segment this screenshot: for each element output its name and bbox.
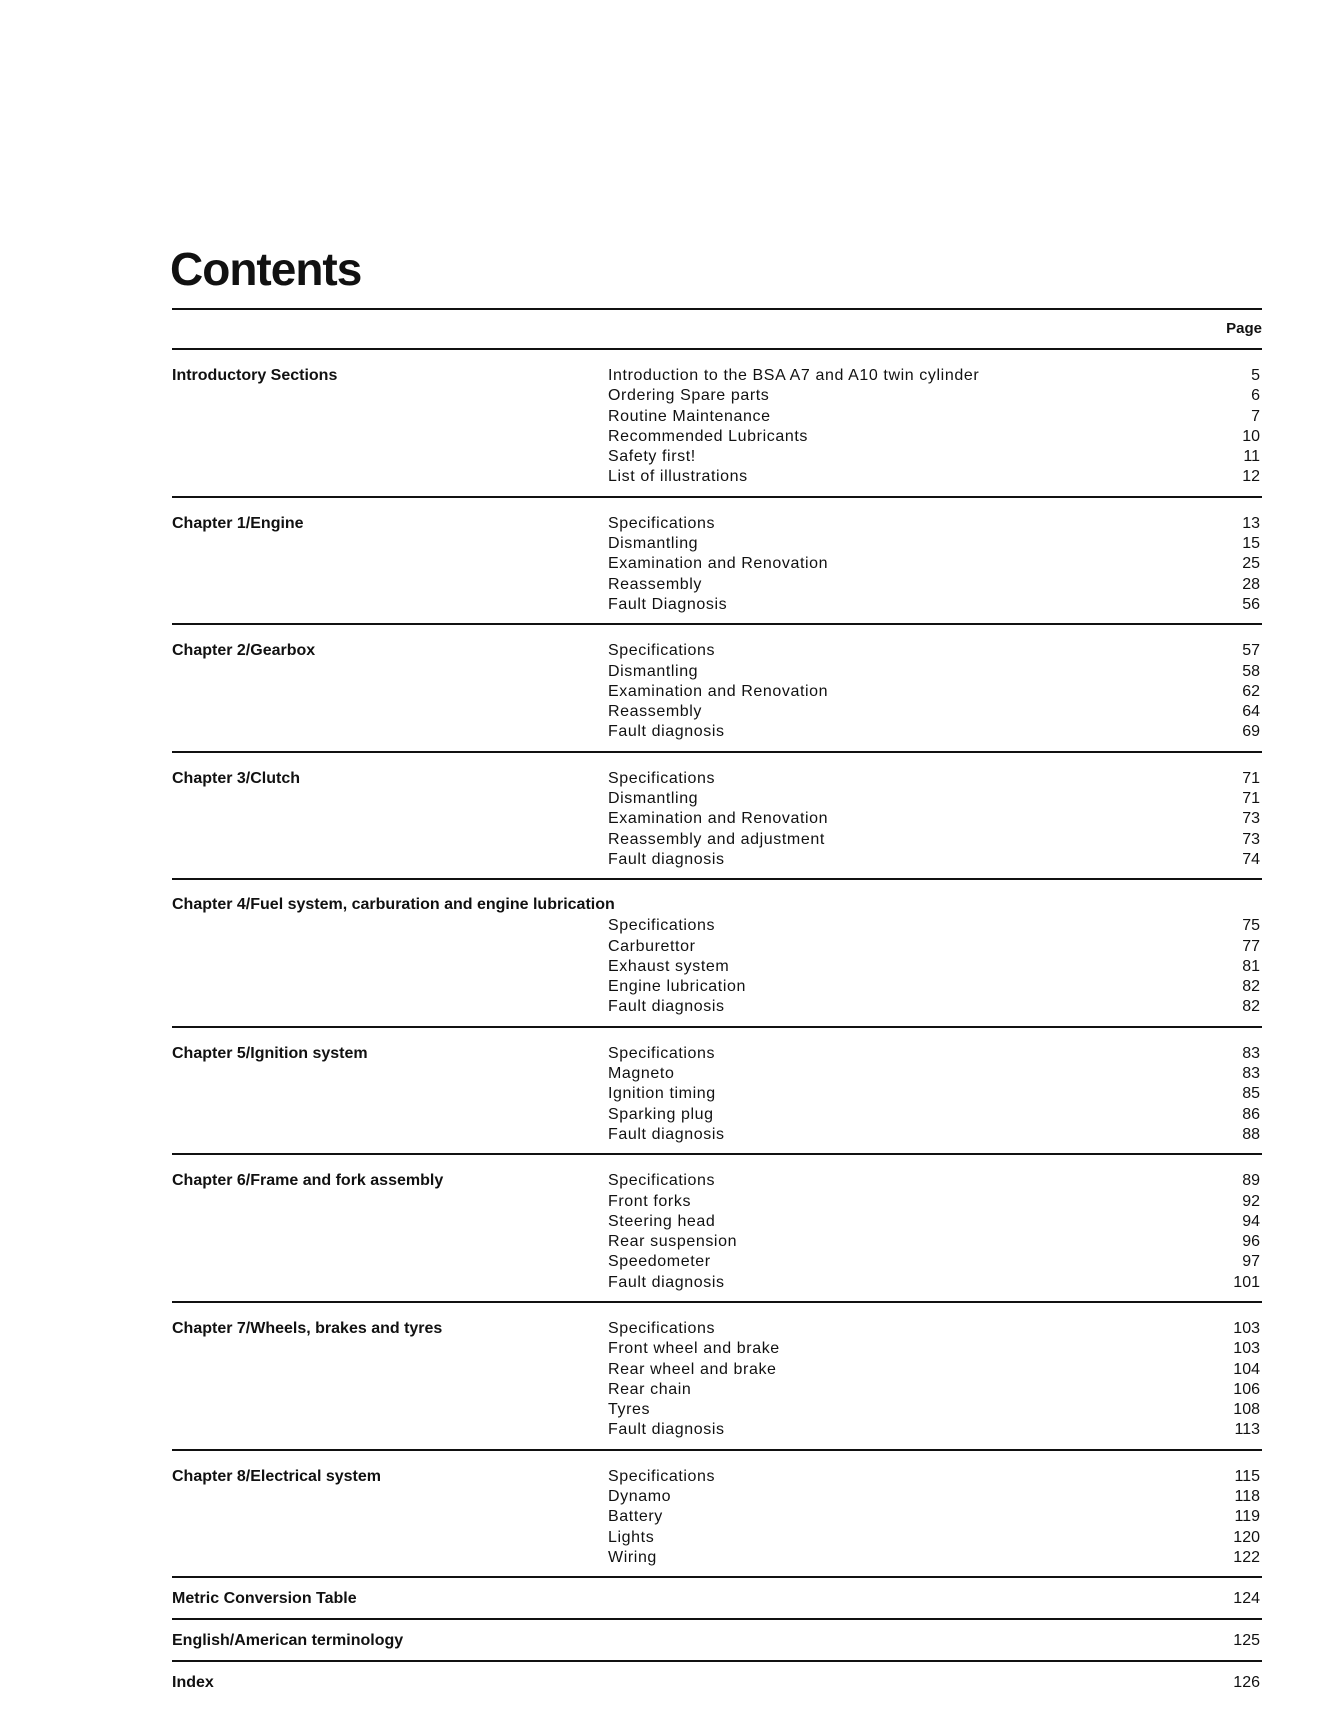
toc-entry: [172, 1319, 1262, 1339]
entry-page-number: 86: [1242, 1105, 1260, 1123]
toc-entry: [172, 407, 1262, 427]
entry-label: Examination and Renovation: [608, 810, 829, 828]
toc-section: [172, 498, 1262, 625]
entry-page-number: 13: [1242, 514, 1260, 532]
toc-entry: [172, 1125, 1262, 1145]
entry-label: Safety first!: [608, 448, 696, 466]
entry-list: [172, 1044, 1262, 1145]
toc-entry: [172, 1548, 1262, 1568]
entry-label: Specifications: [608, 642, 716, 660]
entry-label: Rear wheel and brake: [608, 1360, 777, 1378]
entry-page-number: 28: [1242, 575, 1260, 593]
toc-section: [172, 1028, 1262, 1155]
page-title: Contents: [170, 243, 362, 295]
entry-list: [172, 641, 1262, 742]
entry-list: [172, 514, 1262, 615]
toc-section: [172, 1303, 1262, 1451]
toc-entry: [172, 575, 1262, 595]
entry-label: Dismantling: [608, 790, 699, 808]
entry-page-number: 92: [1242, 1192, 1260, 1210]
entry-label: Routine Maintenance: [608, 407, 771, 425]
entry-page-number: 77: [1242, 937, 1260, 955]
toc-entry: [172, 554, 1262, 574]
entry-page-number: 6: [1251, 387, 1260, 405]
toc-entry: [172, 1467, 1262, 1487]
toc-entry: [172, 1044, 1262, 1064]
entry-label: Dynamo: [608, 1488, 672, 1506]
entry-page-number: 125: [1233, 1632, 1260, 1650]
entry-page-number: 5: [1251, 367, 1260, 384]
toc-entry: [172, 1380, 1262, 1400]
section-title: Chapter 6/Frame and fork assembly: [172, 1172, 444, 1190]
entry-label: Examination and Renovation: [608, 682, 829, 700]
entry-label: Steering head: [608, 1212, 716, 1230]
entry-list: [172, 1319, 1262, 1441]
section-title: Chapter 2/Gearbox: [172, 642, 316, 660]
table-of-contents: [172, 350, 1262, 1702]
entry-label: Reassembly: [608, 575, 703, 593]
entry-list: [172, 916, 1262, 1017]
toc-entry: [172, 386, 1262, 406]
entry-label: Dismantling: [608, 662, 699, 680]
entry-page-number: 106: [1233, 1380, 1260, 1398]
toc-entry: [172, 514, 1262, 534]
entry-page-number: 15: [1242, 535, 1260, 553]
entry-page-number: 89: [1242, 1172, 1260, 1190]
entry-label: Front wheel and brake: [608, 1340, 780, 1358]
toc-entry: [172, 977, 1262, 997]
page-column-header: Page: [1226, 320, 1262, 337]
entry-page-number: 96: [1242, 1233, 1260, 1251]
entry-page-number: 82: [1242, 978, 1260, 996]
entry-page-number: 119: [1234, 1508, 1260, 1526]
entry-label: Exhaust system: [608, 957, 730, 975]
entry-page-number: 108: [1233, 1401, 1260, 1419]
entry-page-number: 126: [1233, 1674, 1260, 1692]
entry-page-number: 56: [1242, 595, 1260, 613]
entry-label: Front forks: [608, 1192, 692, 1210]
toc-entry: [172, 1232, 1262, 1252]
entry-label: Specifications: [608, 1467, 716, 1485]
toc-entry: [172, 1212, 1262, 1232]
entry-page-number: 120: [1233, 1528, 1260, 1546]
entry-label: Specifications: [608, 1044, 716, 1062]
toc-entry: [172, 595, 1262, 615]
toc-entry: [172, 682, 1262, 702]
entry-page-number: 113: [1234, 1421, 1260, 1439]
section-title: Metric Conversion Table: [172, 1590, 357, 1608]
entry-label: Rear chain: [608, 1380, 692, 1398]
toc-entry: [172, 366, 1262, 386]
entry-page-number: 124: [1233, 1590, 1260, 1608]
section-title: Chapter 5/Ignition system: [172, 1044, 368, 1062]
entry-label: Tyres: [608, 1401, 651, 1419]
entry-page-number: 73: [1242, 810, 1260, 828]
toc-single-entry: [172, 1662, 1262, 1702]
entry-page-number: 83: [1242, 1065, 1260, 1083]
entry-page-number: 71: [1242, 769, 1260, 787]
toc-section: [172, 1155, 1262, 1303]
entry-label: Battery: [608, 1508, 663, 1526]
entry-list: [172, 1171, 1262, 1293]
entry-page-number: 69: [1242, 723, 1260, 741]
section-title: English/American terminology: [172, 1632, 404, 1650]
entry-label: Specifications: [608, 917, 716, 935]
entry-label: Ordering Spare parts: [608, 387, 770, 405]
entry-page-number: 103: [1233, 1340, 1260, 1358]
toc-entry: [172, 447, 1262, 467]
toc-single-entry: [172, 1578, 1262, 1620]
entry-page-number: 57: [1242, 642, 1260, 660]
entry-page-number: 115: [1234, 1467, 1260, 1485]
toc-entry: [172, 1360, 1262, 1380]
toc-entry: [172, 1400, 1262, 1420]
entry-page-number: 25: [1242, 555, 1260, 573]
toc-entry: [172, 916, 1262, 936]
entry-page-number: 12: [1242, 468, 1260, 486]
toc-section: [172, 350, 1262, 498]
entry-label: Fault diagnosis: [608, 1273, 725, 1291]
entry-label: Fault Diagnosis: [608, 595, 728, 613]
toc-section: [172, 1451, 1262, 1578]
entry-page-number: 64: [1242, 703, 1260, 721]
entry-label: Fault diagnosis: [608, 1125, 725, 1143]
entry-label: Specifications: [608, 1172, 716, 1190]
section-title: Chapter 3/Clutch: [172, 769, 301, 787]
entry-page-number: 74: [1242, 850, 1260, 868]
entry-list: [172, 769, 1262, 870]
section-title: Index: [172, 1674, 214, 1692]
entry-page-number: 73: [1242, 830, 1260, 848]
top-rule: [172, 308, 1262, 310]
toc-entry: [172, 957, 1262, 977]
entry-label: Fault diagnosis: [608, 1421, 725, 1439]
toc-entry: [172, 830, 1262, 850]
entry-label: Introduction to the BSA A7 and A10 twin cylinder: [608, 367, 980, 384]
entry-page-number: 82: [1242, 998, 1260, 1016]
toc-section: [172, 625, 1262, 752]
toc-section: [172, 880, 1262, 1027]
section-title: Chapter 1/Engine: [172, 514, 304, 532]
entry-label: Fault diagnosis: [608, 723, 725, 741]
entry-label: List of illustrations: [608, 468, 748, 486]
toc-entry: [172, 1507, 1262, 1527]
toc-entry: [172, 1487, 1262, 1507]
entry-label: Speedometer: [608, 1253, 711, 1271]
entry-page-number: 81: [1242, 957, 1260, 975]
entry-label: Reassembly: [608, 703, 703, 721]
entry-label: Examination and Renovation: [608, 555, 829, 573]
entry-page-number: 94: [1242, 1212, 1260, 1230]
toc-entry: [172, 1171, 1262, 1191]
entry-page-number: 103: [1233, 1319, 1260, 1337]
entry-page-number: 10: [1242, 427, 1260, 445]
entry-label: Dismantling: [608, 535, 699, 553]
entry-page-number: 7: [1251, 407, 1260, 425]
entry-label: Specifications: [608, 1319, 716, 1337]
toc-entry: [172, 769, 1262, 789]
toc-section: [172, 753, 1262, 880]
entry-page-number: 101: [1233, 1273, 1260, 1291]
entry-label: Rear suspension: [608, 1233, 738, 1251]
toc-entry: [172, 1192, 1262, 1212]
entry-label: Sparking plug: [608, 1105, 714, 1123]
toc-entry: [172, 937, 1262, 957]
toc-entry: [172, 427, 1262, 447]
entry-page-number: 83: [1242, 1044, 1260, 1062]
entry-page-number: 104: [1233, 1360, 1260, 1378]
toc-entry: [172, 997, 1262, 1017]
entry-label: Reassembly and adjustment: [608, 830, 825, 848]
entry-label: Ignition timing: [608, 1085, 716, 1103]
toc-entry: [172, 1084, 1262, 1104]
entry-page-number: 118: [1234, 1488, 1260, 1506]
entry-label: Lights: [608, 1528, 655, 1546]
entry-page-number: 97: [1242, 1253, 1260, 1271]
toc-entry: [172, 1064, 1262, 1084]
entry-label: Magneto: [608, 1065, 675, 1083]
entry-label: Carburettor: [608, 937, 696, 955]
entry-label: Specifications: [608, 769, 716, 787]
toc-entry: [172, 1105, 1262, 1125]
entry-list: [172, 366, 1262, 488]
toc-entry: [172, 1252, 1262, 1272]
entry-label: Fault diagnosis: [608, 850, 725, 868]
toc-entry: [172, 1528, 1262, 1548]
toc-entry: [172, 467, 1262, 487]
section-title: Chapter 8/Electrical system: [172, 1467, 381, 1485]
toc-entry: [172, 534, 1262, 554]
entry-label: Wiring: [608, 1548, 657, 1566]
entry-page-number: 62: [1242, 682, 1260, 700]
entry-label: Fault diagnosis: [608, 998, 725, 1016]
section-title: Introductory Sections: [172, 367, 338, 384]
section-title: Chapter 4/Fuel system, carburation and engine lubrication: [172, 896, 615, 914]
entry-label: Recommended Lubricants: [608, 427, 808, 445]
entry-page-number: 71: [1242, 790, 1260, 808]
section-title: Chapter 7/Wheels, brakes and tyres: [172, 1319, 443, 1337]
entry-label: Specifications: [608, 514, 716, 532]
toc-entry: [172, 850, 1262, 870]
toc-entry: [172, 1273, 1262, 1293]
entry-page-number: 122: [1233, 1548, 1260, 1566]
toc-entry: [172, 641, 1262, 661]
entry-list: [172, 1467, 1262, 1568]
toc-entry: [172, 1339, 1262, 1359]
entry-page-number: 58: [1242, 662, 1260, 680]
entry-page-number: 11: [1243, 448, 1260, 466]
entry-page-number: 75: [1242, 917, 1260, 935]
entry-label: Engine lubrication: [608, 978, 746, 996]
toc-entry: [172, 809, 1262, 829]
entry-page-number: 88: [1242, 1125, 1260, 1143]
toc-single-entry: [172, 1620, 1262, 1662]
toc-entry: [172, 662, 1262, 682]
entry-page-number: 85: [1242, 1085, 1260, 1103]
toc-entry: [172, 722, 1262, 742]
toc-entry: [172, 702, 1262, 722]
toc-entry: [172, 1420, 1262, 1440]
toc-entry: [172, 789, 1262, 809]
